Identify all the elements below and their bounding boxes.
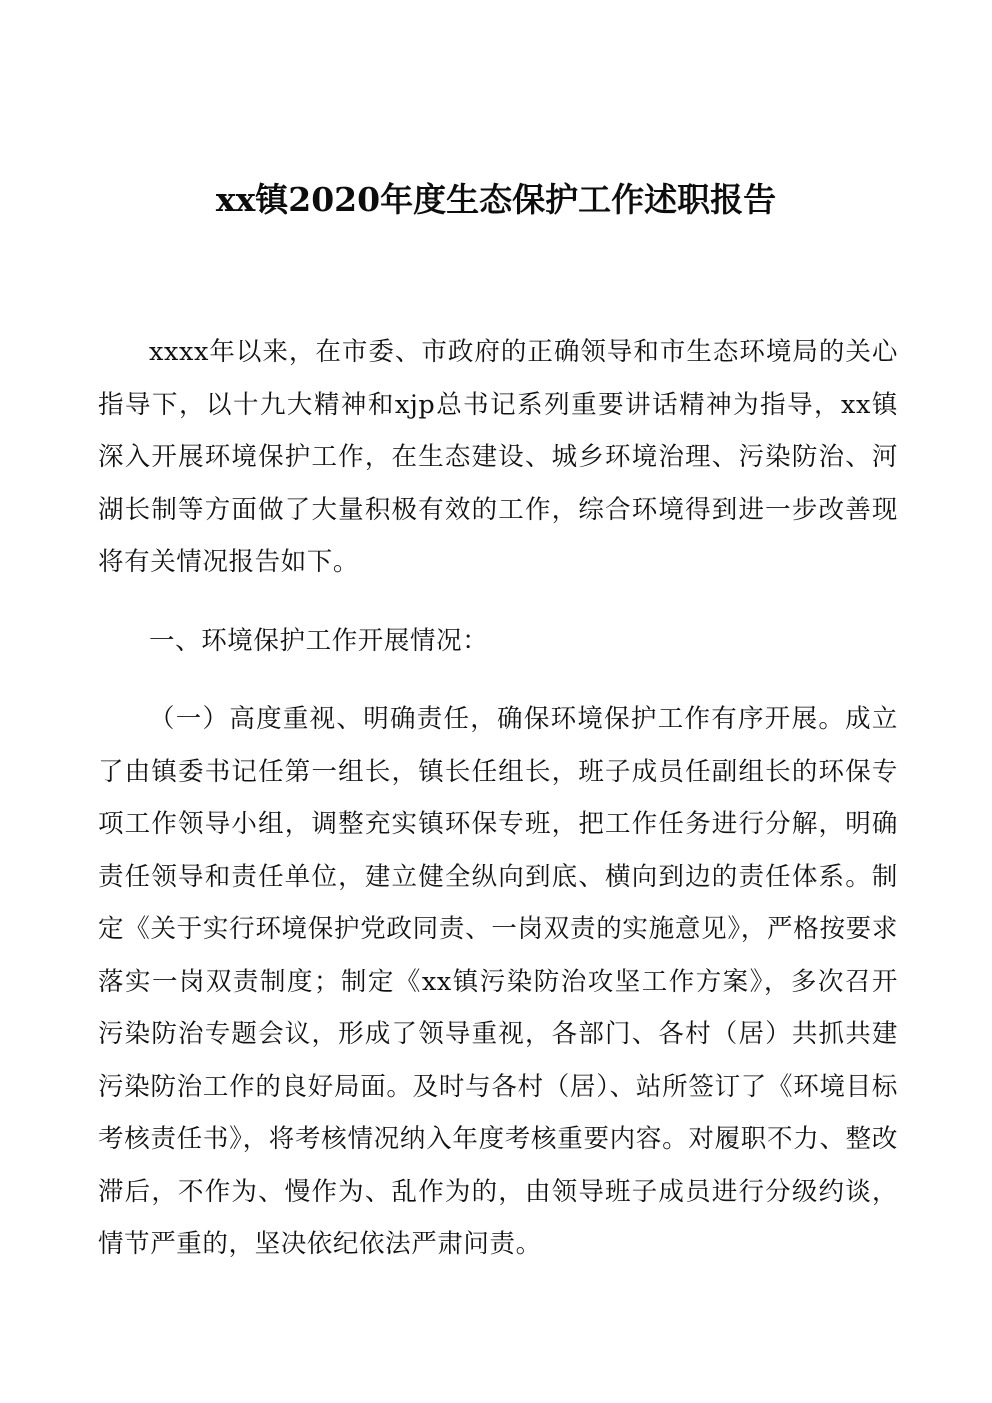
paragraph-intro: xxxx年以来，在市委、市政府的正确领导和市生态环境局的关心指导下，以十九大精神和xjp总书记系列重要讲话精神为指导，xx镇深入开展环境保护工作，在生态建设、城乡环境治理、污染防治、河湖长制等方面做了大量积极有效的工作，综合环境得到进一步改善现将有关情况报告如下。 bbox=[98, 337, 898, 577]
document-body bbox=[98, 326, 898, 1271]
section-heading-1: 一、环境保护工作开展情况： bbox=[149, 625, 489, 656]
document-title: xx镇2020年度生态保护工作述职报告 bbox=[215, 180, 777, 219]
paragraph-section-1-1: （一）高度重视、明确责任，确保环境保护工作有序开展。成立了由镇委书记任第一组长，镇长任组长，班子成员任副组长的环保专项工作领导小组，调整充实镇环保专班，把工作任务进行分解，明确责任领导和责任单位，建立健全纵向到底、横向到边的责任体系。制定《关于实行环境保护党政同责、一岗双责的实施意见》，严格按要求落实一岗双责制度；制定《xx镇污染防治攻坚工作方案》，多次召开污染防治专题会议，形成了领导重视，各部门、各村（居）共抓共建污染防治工作的良好局面。及时与各村（居）、站所签订了《环境目标考核责任书》，将考核情况纳入年度考核重要内容。对履职不力、整改滞后，不作为、慢作为、乱作为的，由领导班子成员进行分级约谈，情节严重的，坚决依纪依法严肃问责。 bbox=[98, 704, 898, 1259]
